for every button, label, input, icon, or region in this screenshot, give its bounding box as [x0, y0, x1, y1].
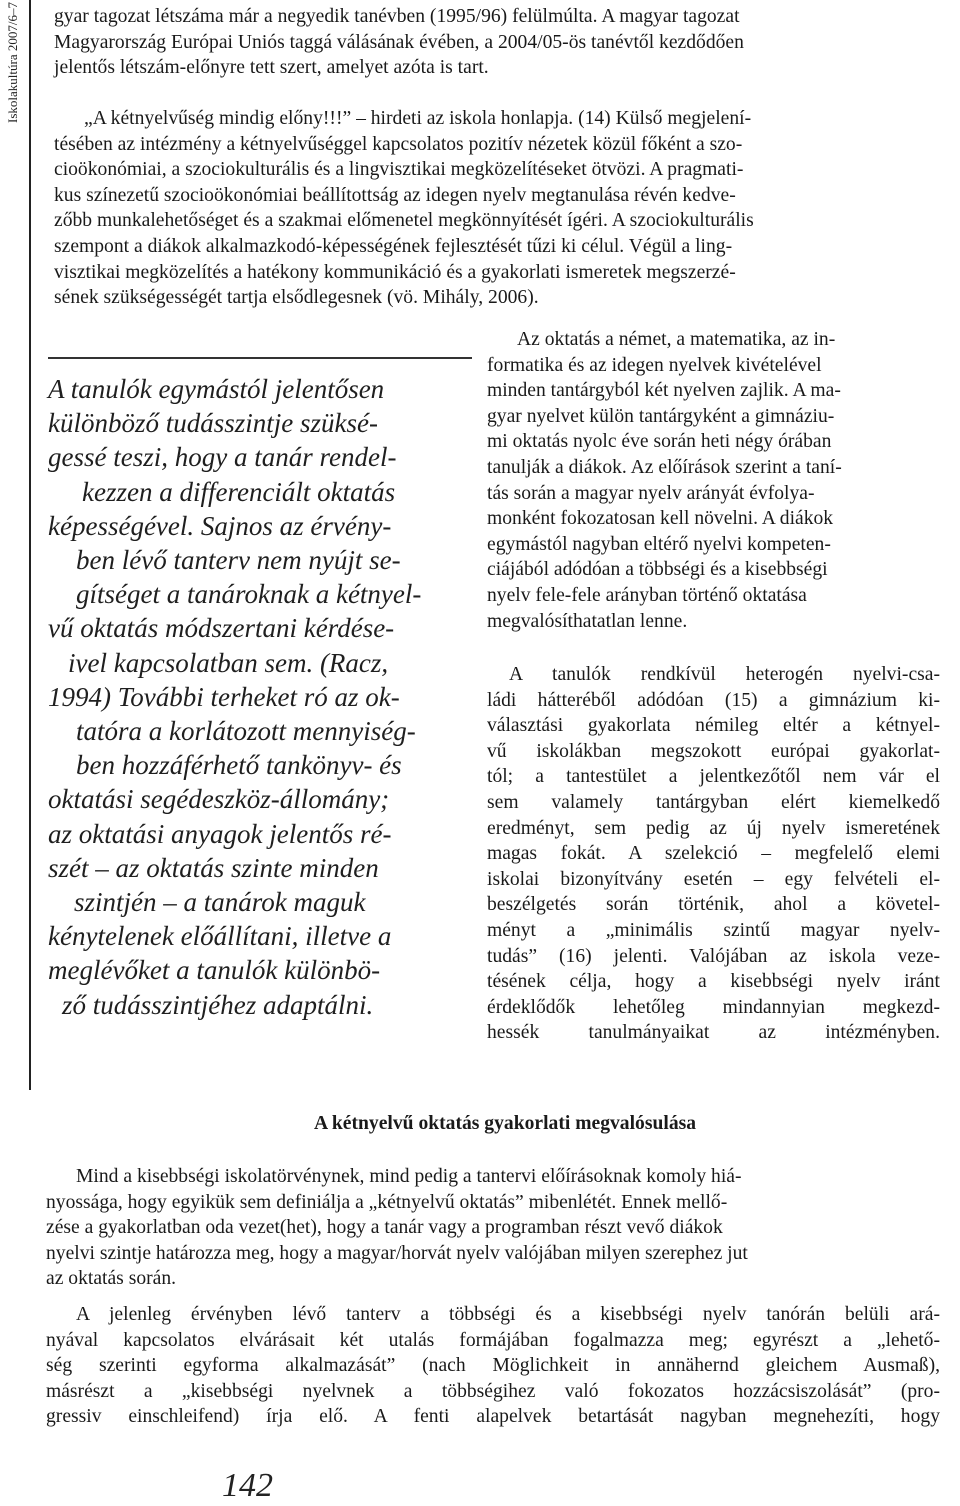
pull-quote: [48, 372, 460, 1022]
pull-quote-line: ben hozzáférhető tankönyv- és: [76, 750, 402, 781]
margin-rule: [29, 0, 31, 1090]
pull-quote-line: gítséget a tanároknak a kétnyel-: [76, 579, 422, 610]
pull-quote-line: szét – az oktatás szinte minden: [48, 852, 379, 883]
pull-quote-line: szintjén – a tanárok maguk: [74, 887, 366, 918]
pull-quote-line: 1994) További terheket ró az ok-: [48, 681, 400, 712]
pull-quote-line: ben lévő tanterv nem nyújt se-: [76, 545, 401, 576]
right-paragraph-1: Az oktatás a német, a matematika, az in- formatika és az idegen nyelvek kivételével minden tantárgyból két nyelven zajlik. A ma- gyar nyelvet külön tantárgyként a gimnáziu- mi oktatás nyolc éve során heti négy órában tanulják a diákok. Az előírások szerint a taní- tás során a magyar nyelv arányát évfolya- monként fokozatosan kell növelni. A diákok egymástól nagyban eltérő nyelvi kompeten- ciájából adódóan a többségi és a kisebbségi nyelv fele-fele arányban történő oktatása megvalósíthatatlan lenne.: [487, 329, 842, 632]
pull-quote-line: tatóra a korlátozott mennyiség-: [76, 716, 416, 747]
page-number: 142: [222, 1467, 273, 1504]
pull-quote-line: az oktatási anyagok jelentős ré-: [48, 818, 392, 849]
pull-quote-line: meglévőket a tanulók különbö-: [48, 955, 381, 986]
pull-quote-rule: [48, 357, 472, 359]
pull-quote-line: képességével. Sajnos az érvény-: [48, 510, 392, 541]
section-paragraph-1: Mind a kisebbségi iskolatörvénynek, mind pedig a tantervi előírásoknak komoly hiá- nyossága, hogy egyikük sem definiálja a „kétnyelvű oktatás” mibenlétét. Ennek mellő- zése a gyakorlatban oda vezet(het), hogy a tanár vagy a programban részt vevő diákok nyelvi szintje határozza meg, hogy a magyar/horvát nyelv valójában milyen szerephez jut az oktatás során.: [46, 1166, 748, 1290]
pull-quote-line: kénytelenek előállítani, illetve a: [48, 921, 392, 952]
section-paragraph-2: A jelenleg érvényben lévő tanterv a többségi és a kisebbségi nyelv tanórán belüli ará- nyával kapcsolatos elvárásait két utalás formájában fogalmazza meg; egyrészt a „lehető- ség szerinti egyforma alkalmazását” (nach Möglichkeit in annähernd gleichem Ausmaß), másrészt a „kisebbségi nyelvnek a többségihez való fokozatos hozzácsiszolását” (pro- gressiv einschleifend) írja elő. A fenti alapelvek betartását nagyban megnehezíti, hogy: [46, 1304, 940, 1428]
section-heading: A kétnyelvű oktatás gyakorlati megvalósulása: [313, 1113, 697, 1134]
pull-quote-line: gessé teszi, hogy a tanár rendel-: [48, 442, 397, 473]
pull-quote-line: ivel kapcsolatban sem. (Racz,: [68, 647, 389, 678]
pull-quote-line: különböző tudásszintje szüksé-: [48, 408, 378, 439]
running-header: Iskolakultúra 2007/6–7: [5, 2, 20, 123]
pull-quote-line: oktatási segédeszköz-állomány;: [48, 784, 390, 815]
pull-quote-line: kezzen a differenciált oktatás: [82, 476, 396, 507]
motto-paragraph: „A kétnyelvűség mindig előny!!!” – hirdeti az iskola honlapja. (14) Külső megjelení- tésében az intézmény a kétnyelvűséggel kapcsolatos pozitív nézetek közül főként a szo- cioökonómiai, a szociokulturális és a lingvisztikai megközelítéseket ötvözi. A pragmati- kus színezetű szocioökonómiai beállítottság az idegen nyelv megtanulása révén kedve- zőbb munkalehetőséget és a szakmai előmenetel megkönnyítését ígéri. A szociokulturális szempont a diákok alkalmazkodó-képességének fejlesztését tűzi ki célul. Végül a ling- visztikai megközelítés a hatékony kommunikáció és a gyakorlati ismeretek megszerzé- sének szükségességét tartja elsődlegesnek (vö. Mihály, 2006).: [54, 108, 754, 309]
pull-quote-line: ző tudásszintjéhez adaptálni.: [62, 989, 374, 1020]
right-paragraph-2: A tanulók rendkívül heterogén nyelvi-csa- ládi hátteréből adódóan (15) a gimnázium ki- választási gyakorlata némileg eltér a kétnyel- vű iskolákban megszokott európai gyakorlat- tól; a tantestület a jelentkezőtől nem vár el sem valamely tantárgyban elért kiemelkedő eredményt, sem pedig az új nyelv ismeretének magas fokát. A szelekció – megfelelő elemi iskolai bizonyítvány esetén – egy felvételi el- beszélgetés során történik, ahol a követel- ményt a „minimális szintű magyar nyelv- tudás” (16) jelenti. Valójában az iskola veze- tésének célja, hogy a kisebbségi nyelv iránt érdeklődők lehetőleg mindannyian megkezd- hessék tanulmányaikat az intézményben.: [487, 664, 940, 1044]
intro-paragraph: gyar tagozat létszáma már a negyedik tanévben (1995/96) felülmúlta. A magyar tagozat Magyarország Európai Uniós taggá válásának évében, a 2004/05-ös tanévtől kezdődően jelentős létszám-előnyre tett szert, amelyet azóta is tart.: [54, 6, 744, 79]
pull-quote-line: A tanulók egymástól jelentősen: [48, 374, 385, 404]
pull-quote-line: vű oktatás módszertani kérdése-: [48, 613, 395, 644]
